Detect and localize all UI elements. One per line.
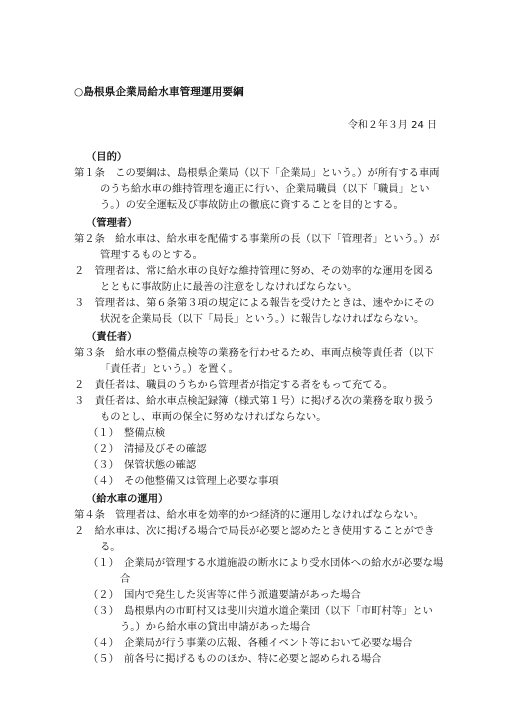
section-heading: （目的） bbox=[86, 151, 128, 163]
list-item: （３） 島根県内の市町村又は斐川宍道水道企業団（以下「市町村等」という。）から給水車の貸出申請があった場合 bbox=[88, 605, 433, 633]
list-item: （２） 清掃及びその確認 bbox=[88, 443, 207, 455]
article-text: 第４条 管理者は、給水車を効率的かつ経済的に運用しなければならない。 bbox=[74, 509, 425, 521]
section-heading: （給水車の運用） bbox=[86, 493, 169, 505]
paragraph: ２ 管理者は、常に給水車の良好な維持管理に努め、その効率的な運用を図るとともに事故防止に最善の注意をしなければならない。 bbox=[74, 265, 434, 293]
list-item: （５） 前各号に掲げるもののほか、特に必要と認められる場合 bbox=[88, 653, 382, 665]
list-item: （３） 保管状態の確認 bbox=[88, 459, 197, 471]
paragraph: ３ 責任者は、給水車点検記録簿（様式第１号）に掲げる次の業務を取り扱うものとし、車両の保全に努めなければならない。 bbox=[74, 395, 435, 423]
article-text: 第３条 給水車の整備点検等の業務を行わせるため、車両点検等責任者（以下「責任者」という。）を置く。 bbox=[74, 347, 434, 375]
document-title: ○島根県企業局給水車管理運用要綱 bbox=[74, 86, 244, 98]
document-body bbox=[74, 147, 444, 667]
paragraph: ３ 管理者は、第６条第３項の規定による報告を受けたときは、速やかにその状況を企業局長（以下「局長」という。）に報告しなければならない。 bbox=[74, 297, 435, 325]
list-item: （２） 国内で発生した災害等に伴う派遣要請があった場合 bbox=[88, 589, 361, 601]
list-item: （１） 企業局が管理する水道施設の断水により受水団体への給水が必要な場合 bbox=[88, 557, 444, 585]
document-date: 令和２年３月 24 日 bbox=[347, 120, 437, 131]
paragraph: ２ 給水車は、次に掲げる場合で局長が必要と認めたとき使用することができる。 bbox=[74, 525, 435, 553]
list-item: （１） 整備点検 bbox=[88, 427, 166, 439]
paragraph: ２ 責任者は、職員のうちから管理者が指定する者をもって充てる。 bbox=[74, 379, 394, 391]
article-text: 第２条 給水車は、給水車を配備する事業所の長（以下「管理者」という。）が管理するものとする。 bbox=[74, 233, 440, 261]
article-text: 第１条 この要綱は、島根県企業局（以下「企業局」という。）が所有する車両のうち給水車の維持管理を適正に行い、企業局職員（以下「職員」という。）の安全運転及び事故防止の徹底に資することを目的とする。 bbox=[74, 167, 440, 211]
section-heading: （管理者） bbox=[86, 217, 138, 229]
section-heading: （責任者） bbox=[86, 331, 138, 343]
list-item: （４） その他整備又は管理上必要な事項 bbox=[88, 475, 279, 487]
list-item: （４） 企業局が行う事業の広報、各種イベント等において必要な場合 bbox=[88, 637, 413, 649]
